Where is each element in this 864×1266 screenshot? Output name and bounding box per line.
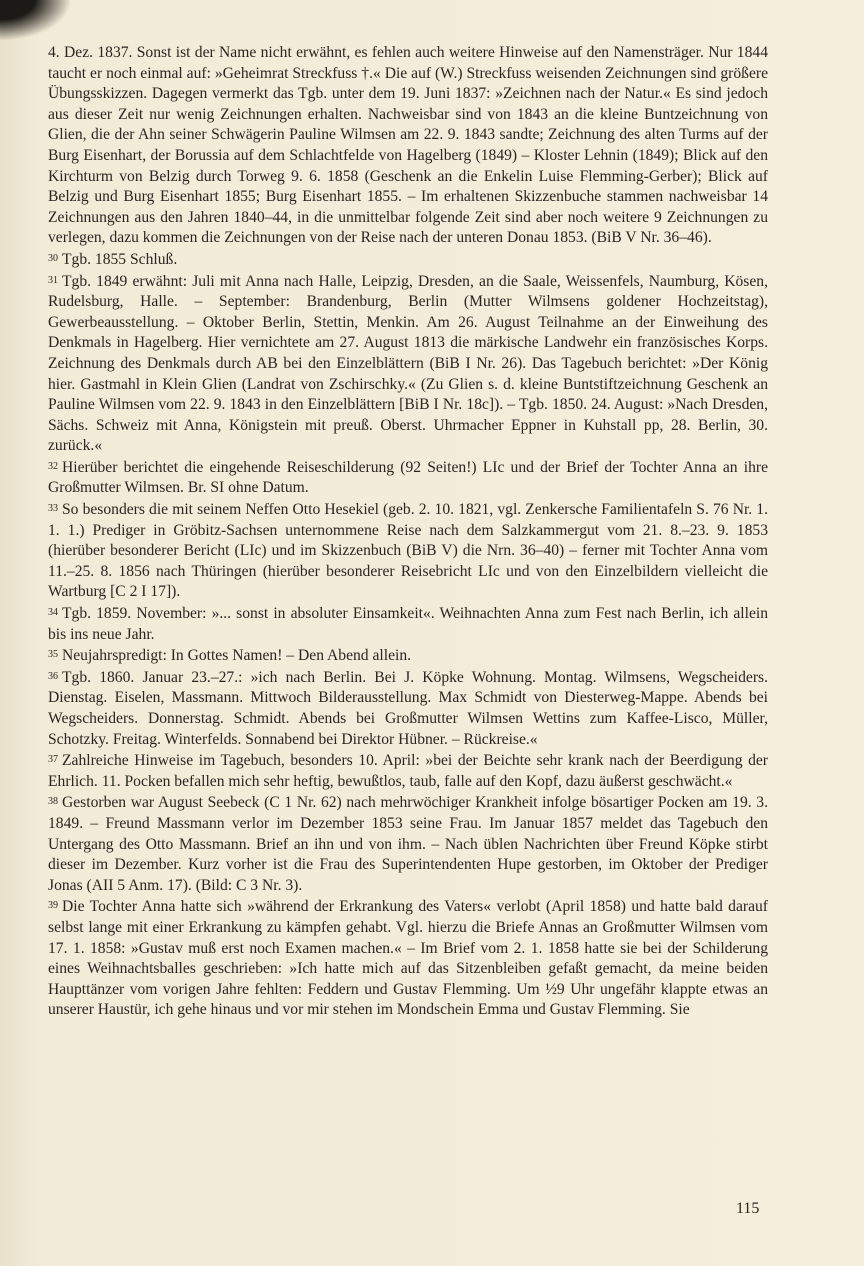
- footnote-marker: 34: [48, 607, 58, 619]
- footnote-continuation: [48, 43, 768, 249]
- footnote-marker: 30: [48, 252, 58, 264]
- footnote-text: So besonders die mit seinem Neffen Otto Hesekiel (geb. 2. 10. 1821, vgl. Zenkersche Familientafeln S. 76 Nr. 1. 1. 1.) Prediger in Gröbitz-Sachsen unternommene Reise nach dem Salzkammergut vom 21. 8.–23. 9. 1853 (hierüber besonderer Bericht (LIc) und im Skizzenbuch (BiB V) die Nrn. 36–40) – ferner mit Tochter Anna vom 11.–25. 8. 1856 nach Thüringen (hierüber besonderer Reisebricht LIc und von den Einzelbildern vielleicht die Wartburg [C 2 I 17]).: [48, 501, 768, 601]
- footnote-34: [48, 603, 768, 645]
- footnote-32: [48, 457, 768, 499]
- footnote-30: [48, 249, 768, 271]
- footnote-text: Tgb. 1849 erwähnt: Juli mit Anna nach Halle, Leipzig, Dresden, an die Saale, Weissenfels, Naumburg, Kösen, Rudelsburg, Halle. – September: Brandenburg, Berlin (Mutter Wilmsens goldener Hochzeitstag), Gewerbeausstellung. – Oktober Berlin, Stettin, Menkin. Am 26. August Teilnahme an der Einweihung des Denkmals in Hagelberg. Hier vernichtete am 27. August 1813 die märkische Landwehr ein französisches Korps. Zeichnung des Denkmals durch AB bei den Einzelblättern (BiB I Nr. 26). Das Tagebuch berichtet: »Der König hier. Gastmahl in Klein Glien (Landrat von Zschirschky.« (Zu Glien s. d. kleine Buntstiftzeichnung Geschenk an Pauline Wilmsen vom 22. 9. 1843 in den Einzelblättern [BiB I Nr. 18c]). – Tgb. 1850. 24. August: »Nach Dresden, Sächs. Schweiz mit Anna, Königstein mit preuß. Oberst. Uhrmacher Eppner in Kuhstall pp, 28. Berlin, 30. zurück.«: [48, 272, 768, 455]
- footnote-marker: 38: [48, 796, 58, 808]
- footnote-text: Tgb. 1855 Schluß.: [62, 250, 178, 268]
- page-corner-shadow: [0, 0, 70, 40]
- footnote-31: [48, 271, 768, 457]
- footnote-text: Gestorben war August Seebeck (C 1 Nr. 62) nach mehrwöchiger Krankheit infolge bösartiger Pocken am 19. 3. 1849. – Freund Massmann verlor im Dezember 1853 seine Frau. Im Januar 1857 meldet das Tagebuch den Untergang des Otto Massmann. Brief an ihn und von ihm. – Nach üblen Nachrichten über Freund Köpke stirbt dieser im Dezember. Kurz vorher ist die Frau des Superintendenten Hupe gestorben, im Oktober der Prediger Jonas (AII 5 Anm. 17). (Bild: C 3 Nr. 3).: [48, 794, 768, 894]
- footnote-marker: 33: [48, 503, 58, 515]
- footnote-marker: 32: [48, 460, 58, 472]
- footnote-38: [48, 792, 768, 896]
- footnote-text: 4. Dez. 1837. Sonst ist der Name nicht erwähnt, es fehlen auch weitere Hinweise auf den Namensträger. Nur 1844 taucht er noch einmal auf: »Geheimrat Streckfuss †.« Die auf (W.) Streckfuss weisenden Zeichnungen sind größere Übungsskizzen. Dagegen vermerkt das Tgb. unter dem 19. Juni 1837: »Zeichnen nach der Natur.« Es sind jedoch aus dieser Zeit nur wenig Zeichnungen erhalten. Nachweisbar sind von 1843 an die kleine Buntzeichnung von Glien, die der Ahn seiner Schwägerin Pauline Wilmsen am 22. 9. 1843 sandte; Zeichnung des alten Turms auf der Burg Eisenhart, der Borussia auf dem Schlachtfelde von Hagelberg (1849) – Kloster Lehnin (1849); Blick auf den Kirchturm von Belzig durch Torweg 9. 6. 1858 (Geschenk an die Enkelin Luise Flemming-Gerber); Blick auf Belzig und Burg Eisenhart 1855; Burg Eisenhart 1855. – Im erhaltenen Skizzenbuche stammen nachweisbar 14 Zeichnungen aus den Jahren 1840–44, in die unmittelbar folgende Zeit sind aber noch weitere 9 Zeichnungen zu verlegen, dazu kommen die Zeichnungen von der Reise nach der unteren Donau 1853. (BiB V Nr. 36–46).: [48, 44, 768, 247]
- footnote-text: Zahlreiche Hinweise im Tagebuch, besonders 10. April: »bei der Beichte sehr krank nach der Beerdigung der Ehrlich. 11. Pocken befallen mich sehr heftig, bewußtlos, taub, falle auf den Kopf, dazu äußerst geschwächt.«: [48, 752, 768, 790]
- footnote-marker: 37: [48, 754, 58, 766]
- footnote-text: Tgb. 1859. November: »... sonst in absoluter Einsamkeit«. Weihnachten Anna zum Fest nach Berlin, ich allein bis ins neue Jahr.: [48, 605, 768, 643]
- footnote-text: Tgb. 1860. Januar 23.–27.: »ich nach Berlin. Bei J. Köpke Wohnung. Montag. Wilmsens, Wegscheiders. Dienstag. Eiselen, Massmann. Mittwoch Bilderausstellung. Max Schmidt von Diesterweg-Mappe. Abends bei Wegscheiders. Donnerstag. Schmidt. Abends bei Großmutter Wilmsen Wettins zum Kaffee-Lisco, Müller, Schotzky. Freitag. Winterfelds. Sonnabend bei Direktor Hübner. – Rückreise.«: [48, 668, 768, 748]
- page-number: 115: [736, 1200, 760, 1217]
- footnote-marker: 31: [48, 274, 58, 286]
- footnote-marker: 35: [48, 649, 58, 661]
- footnote-text: Die Tochter Anna hatte sich »während der Erkrankung des Vaters« verlobt (April 1858) und hatte bald darauf selbst lange mit einer Erkrankung zu kämpfen gehabt. Vgl. hierzu die Briefe Annas an Großmutter Wilmsen vom 17. 1. 1858: »Gustav muß erst noch Examen machen.« – Im Brief vom 2. 1. 1858 hatte sie bei der Schilderung eines Weihnachtsballes geschrieben: »Ich hatte mich auf das Sitzenbleiben gefaßt gemacht, da meine beiden Haupttänzer vom vorigen Jahre fehlten: Feddern und Gustav Flemming. Um ½9 Uhr ungefähr klappte etwas an unserer Haustür, ich gehe hinaus und vor mir stehen im Mondschein Emma und Gustav Flemming. Sie: [48, 898, 768, 1019]
- footnote-36: [48, 667, 768, 750]
- footnote-39: [48, 896, 768, 1021]
- footnotes-text-block: [48, 43, 768, 1021]
- footnote-37: [48, 750, 768, 792]
- footnote-33: [48, 499, 768, 603]
- footnote-text: Hierüber berichtet die eingehende Reiseschilderung (92 Seiten!) LIc und der Brief der Tochter Anna an ihre Großmutter Wilmsen. Br. SI ohne Datum.: [48, 458, 768, 497]
- footnote-marker: 36: [48, 670, 58, 682]
- footnote-text: Neujahrspredigt: In Gottes Namen! – Den Abend allein.: [62, 647, 412, 665]
- footnote-marker: 39: [48, 900, 58, 912]
- footnote-35: [48, 645, 768, 667]
